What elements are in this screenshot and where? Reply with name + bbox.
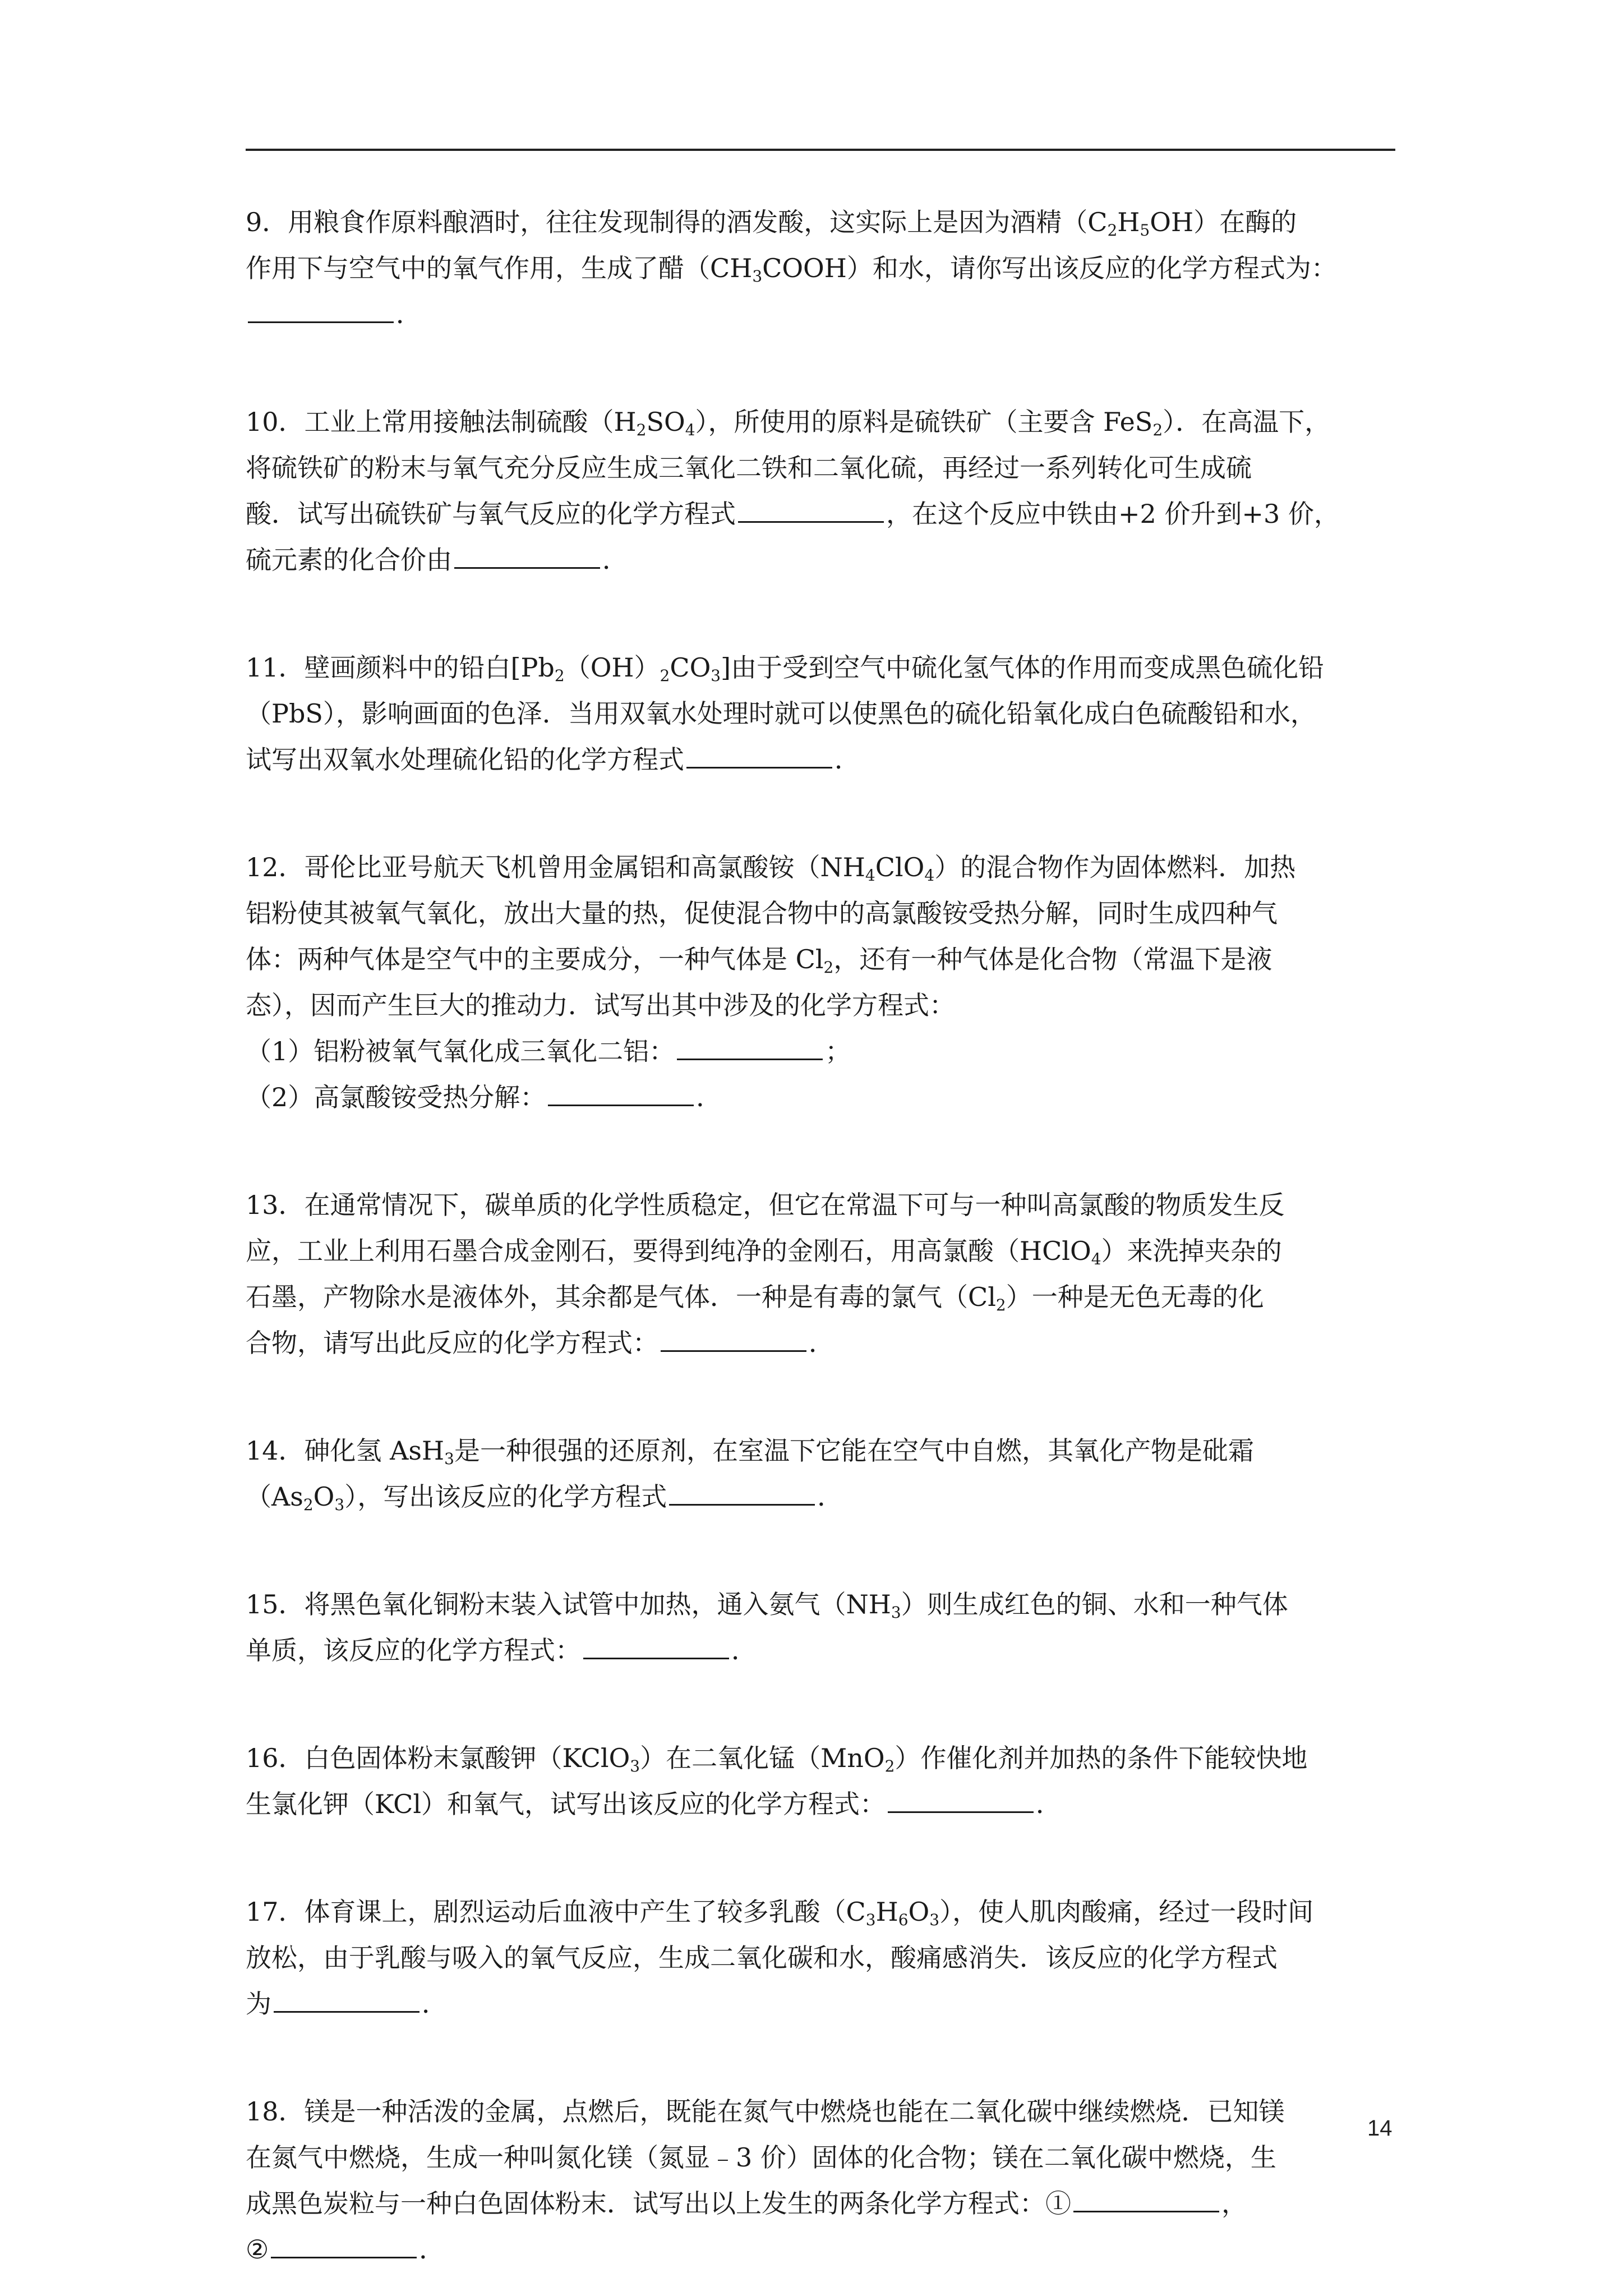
question-q14 — [246, 1428, 1395, 1520]
subscript: 6 — [898, 1911, 909, 1929]
text-run: COOH）和水，请你写出该反应的化学方程式为： — [762, 253, 1337, 283]
text-run: ． — [834, 744, 860, 775]
answer-blank[interactable] — [548, 1079, 694, 1106]
text-run: 铝粉使其被氧气氧化，放出大量的热，促使混合物中的高氯酸铵受热分解，同时生成四种气 — [246, 898, 1278, 928]
text-run: ． — [1036, 1789, 1062, 1819]
question-line — [246, 1320, 1395, 1366]
text-run: ． — [696, 1082, 722, 1112]
text-run: ）在二氧化锰（MnO — [640, 1743, 885, 1773]
answer-blank[interactable] — [274, 1985, 419, 2013]
text-run: ），所使用的原料是硫铁矿（主要含 FeS — [695, 407, 1153, 437]
question-line — [246, 245, 1395, 291]
question-q15 — [246, 1581, 1395, 1673]
question-line — [246, 399, 1395, 445]
question-line — [246, 1735, 1395, 1781]
text-run: 9．用粮食作原料酿酒时，往往发现制得的酒发酸，这实际上是因为酒精（C — [246, 207, 1108, 237]
question-line — [246, 1074, 1395, 1120]
question-gap — [246, 1120, 1395, 1182]
question-line — [246, 537, 1395, 583]
text-run: ）．在高温下， — [1163, 407, 1331, 437]
subscript: 2 — [303, 1496, 313, 1514]
text-run: ）的混合物作为固体燃料．加热 — [934, 852, 1296, 882]
text-run: 石墨，产物除水是液体外，其余都是气体．一种是有毒的氯气（Cl — [246, 1282, 996, 1312]
text-run: ，在这个反应中铁由+2 价升到+3 价， — [886, 499, 1340, 529]
text-run: CO — [670, 652, 711, 683]
text-run: 合物，请写出此反应的化学方程式： — [246, 1328, 658, 1358]
text-run: ClO — [875, 852, 925, 882]
question-line — [246, 2134, 1395, 2180]
text-run: ）则生成红色的铜、水和一种气体 — [901, 1589, 1288, 1619]
question-line — [246, 1428, 1395, 1474]
subscript: 3 — [444, 1450, 454, 1468]
text-run: ），写出该反应的化学方程式 — [344, 1481, 667, 1512]
subscript: 2 — [884, 1757, 895, 1775]
text-run: ． — [396, 299, 422, 329]
answer-blank[interactable] — [669, 1478, 815, 1506]
answer-blank[interactable] — [1073, 2185, 1219, 2212]
question-gap — [246, 337, 1395, 399]
question-line — [246, 445, 1395, 491]
subscript: 2 — [660, 666, 670, 685]
question-line — [246, 1028, 1395, 1074]
question-line — [246, 1781, 1395, 1827]
question-gap — [246, 583, 1395, 645]
text-run: 17．体育课上，剧烈运动后血液中产生了较多乳酸（C — [246, 1897, 866, 1927]
question-line — [246, 1274, 1395, 1320]
question-q13 — [246, 1182, 1395, 1366]
question-gap — [246, 1520, 1395, 1581]
question-line — [246, 1182, 1395, 1228]
question-q9 — [246, 199, 1395, 337]
question-gap — [246, 1673, 1395, 1735]
subscript: 3 — [865, 1911, 876, 1929]
text-run: 10．工业上常用接触法制硫酸（H — [246, 407, 637, 437]
text-run: 在氮气中燃烧，生成一种叫氮化镁（氮显﹣3 价）固体的化合物；镁在二氧化碳中燃烧，生 — [246, 2142, 1276, 2173]
text-run: ），使人肌肉酸痛，经过一段时间 — [939, 1897, 1314, 1927]
text-run: 12．哥伦比亚号航天飞机曾用金属铝和高氯酸铵（NH — [246, 852, 865, 882]
text-run: 13．在通常情况下，碳单质的化学性质稳定，但它在常温下可与一种叫高氯酸的物质发生反 — [246, 1190, 1285, 1220]
answer-blank[interactable] — [677, 1033, 823, 1060]
text-run: ）一种是无色无毒的化 — [1006, 1282, 1264, 1312]
text-run: H — [1117, 207, 1140, 237]
question-list — [246, 199, 1395, 2272]
subscript: 3 — [891, 1603, 901, 1622]
text-run: 11．壁画颜料中的铅白[Pb — [246, 652, 555, 683]
answer-blank[interactable] — [738, 495, 884, 523]
subscript: 4 — [924, 866, 935, 885]
question-line — [246, 2088, 1395, 2134]
text-run: SO — [646, 407, 685, 437]
text-run: ． — [419, 2234, 445, 2265]
question-q12 — [246, 844, 1395, 1120]
question-line — [246, 1228, 1395, 1274]
text-run: 酸．试写出硫铁矿与氧气反应的化学方程式 — [246, 499, 736, 529]
answer-blank[interactable] — [661, 1324, 806, 1352]
question-gap — [246, 2027, 1395, 2088]
text-run: 为 — [246, 1989, 271, 2019]
question-line — [246, 645, 1395, 691]
text-run: （OH） — [564, 652, 660, 683]
text-run: （As — [246, 1481, 303, 1512]
answer-blank[interactable] — [888, 1786, 1034, 1813]
text-run: ，还有一种气体是化合物（常温下是液 — [833, 944, 1272, 974]
question-line — [246, 291, 1395, 337]
question-q11 — [246, 645, 1395, 783]
question-line — [246, 2180, 1395, 2226]
text-run: 15．将黑色氧化铜粉末装入试管中加热，通入氨气（NH — [246, 1589, 891, 1619]
text-run: ． — [817, 1481, 843, 1512]
subscript: 3 — [711, 666, 721, 685]
text-run: （PbS），影响画面的色泽．当用双氧水处理时就可以使黑色的硫化铅氧化成白色硫酸铅和水， — [246, 698, 1316, 729]
question-gap — [246, 783, 1395, 844]
subscript: 2 — [995, 1296, 1006, 1314]
question-line — [246, 737, 1395, 783]
text-run: 是一种很强的还原剂，在室温下它能在空气中自燃，其氧化产物是砒霜 — [454, 1435, 1254, 1466]
subscript: 2 — [1152, 421, 1163, 439]
text-run: 放松，由于乳酸与吸入的氧气反应，生成二氧化碳和水，酸痛感消失．该反应的化学方程式 — [246, 1943, 1278, 1973]
text-run: H — [875, 1897, 898, 1927]
text-run: ② — [246, 2234, 269, 2265]
text-run: 硫元素的化合价由 — [246, 545, 452, 575]
text-run: 态），因而产生巨大的推动力．试写出其中涉及的化学方程式： — [246, 990, 955, 1020]
question-line — [246, 844, 1395, 890]
text-run: 16．白色固体粉末氯酸钾（KClO — [246, 1743, 630, 1773]
text-run: ． — [422, 1989, 448, 2019]
text-run: ； — [825, 1036, 851, 1066]
text-run: ）来洗掉夹杂的 — [1101, 1236, 1282, 1266]
text-run: ， — [1221, 2188, 1247, 2219]
text-run: （2）高氯酸铵受热分解： — [246, 1082, 546, 1112]
text-run: 试写出双氧水处理硫化铅的化学方程式 — [246, 744, 684, 775]
header-rule — [246, 149, 1395, 151]
question-line — [246, 1981, 1395, 2027]
question-line — [246, 691, 1395, 737]
text-run: O — [908, 1897, 930, 1927]
question-line — [246, 491, 1395, 537]
text-run: 应，工业上利用石墨合成金刚石，要得到纯净的金刚石，用高氯酸（HClO — [246, 1236, 1091, 1266]
text-run: ）作催化剂并加热的条件下能较快地 — [895, 1743, 1308, 1773]
text-run: 体：两种气体是空气中的主要成分，一种气体是 Cl — [246, 944, 824, 974]
text-run: 14．砷化氢 AsH — [246, 1435, 445, 1466]
question-q10 — [246, 399, 1395, 583]
text-run: ． — [809, 1328, 834, 1358]
answer-blank[interactable] — [454, 541, 600, 569]
text-run: 将硫铁矿的粉末与氧气充分反应生成三氧化二铁和二氧化硫，再经过一系列转化可生成硫 — [246, 453, 1252, 483]
subscript: 3 — [334, 1496, 345, 1514]
text-run: 生氯化钾（KCl）和氧气，试写出该反应的化学方程式： — [246, 1789, 886, 1819]
subscript: 3 — [752, 267, 763, 286]
text-run: 18．镁是一种活泼的金属，点燃后，既能在氮气中燃烧也能在二氧化碳中继续燃烧．已知镁 — [246, 2096, 1285, 2127]
text-run: O — [313, 1481, 335, 1512]
text-run: 单质，该反应的化学方程式： — [246, 1635, 581, 1665]
question-gap — [246, 1366, 1395, 1428]
subscript: 2 — [823, 958, 834, 977]
subscript: 2 — [636, 421, 647, 439]
text-run: 作用下与空气中的氧气作用，生成了醋（CH — [246, 253, 753, 283]
question-q16 — [246, 1735, 1395, 1827]
question-q17 — [246, 1889, 1395, 2027]
subscript: 2 — [554, 666, 565, 685]
question-line — [246, 1474, 1395, 1520]
answer-blank[interactable] — [271, 2231, 417, 2258]
text-run: ． — [731, 1635, 757, 1665]
subscript: 4 — [1091, 1250, 1101, 1268]
text-run: ． — [602, 545, 628, 575]
subscript: 4 — [865, 866, 875, 885]
answer-blank[interactable] — [686, 741, 832, 769]
question-line — [246, 1889, 1395, 1935]
subscript: 5 — [1140, 221, 1150, 240]
text-run: OH）在酶的 — [1150, 207, 1297, 237]
subscript: 3 — [929, 1911, 940, 1929]
question-line — [246, 890, 1395, 936]
subscript: 2 — [1107, 221, 1118, 240]
question-line — [246, 982, 1395, 1028]
question-line — [246, 1935, 1395, 1981]
question-line — [246, 2226, 1395, 2272]
answer-blank[interactable] — [248, 296, 394, 323]
subscript: 4 — [685, 421, 695, 439]
text-run: ]由于受到空气中硫化氢气体的作用而变成黑色硫化铅 — [721, 652, 1325, 683]
text-run: 成黑色炭粒与一种白色固体粉末．试写出以上发生的两条化学方程式：① — [246, 2188, 1071, 2219]
text-run: （1）铝粉被氧气氧化成三氧化二铝： — [246, 1036, 675, 1066]
question-q18 — [246, 2088, 1395, 2272]
question-line — [246, 199, 1395, 245]
subscript: 3 — [630, 1757, 640, 1775]
page-number: 14 — [1367, 2116, 1393, 2141]
answer-blank[interactable] — [583, 1632, 729, 1659]
question-line — [246, 936, 1395, 982]
question-line — [246, 1581, 1395, 1627]
question-gap — [246, 1827, 1395, 1889]
question-line — [246, 1627, 1395, 1673]
